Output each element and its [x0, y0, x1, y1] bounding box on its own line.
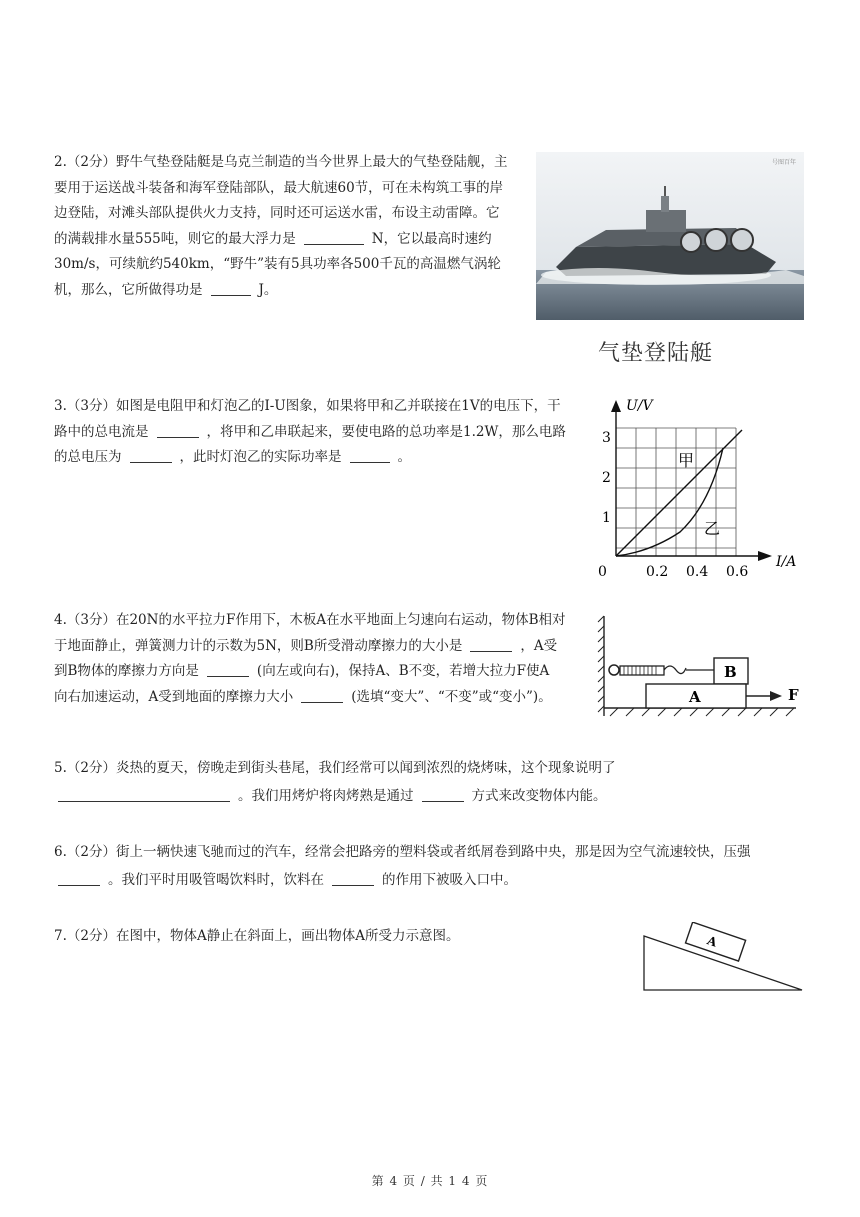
x-tick-0.4: 0.4 [686, 564, 709, 580]
block-a-label: A [705, 933, 719, 950]
y-tick-1: 1 [602, 510, 611, 526]
block-b-label: B [724, 663, 737, 681]
answer-blank [207, 662, 249, 677]
q3-line-1: 3.（3分）如图是电阻甲和灯泡乙的I-U图象，如果将甲和乙并联接在1V的电压下，干 [54, 398, 561, 414]
answer-blank [332, 871, 374, 886]
answer-blank [470, 637, 512, 652]
q5-line-1: 5.（2分）炎热的夏天，傍晚走到街头巷尾，我们经常可以闻到浓烈的烧烤味，这个现象说明了 [54, 760, 616, 776]
spring-block-diagram [596, 612, 806, 722]
question-6 [54, 838, 750, 894]
question-2 [54, 150, 507, 303]
q2-line-5: 30m/s，可续航约540km，“野牛”装有5具功率各500千瓦的高温燃气涡轮 [54, 256, 501, 272]
q4-line-1: 4.（3分）在20N的水平拉力F作用下，木板A在水平地面上匀速向右运动，物体B相对 [54, 612, 566, 628]
answer-blank [58, 787, 230, 802]
answer-blank [130, 448, 172, 463]
label-yi: 乙 [704, 519, 721, 538]
answer-blank [350, 448, 390, 463]
question-5 [54, 754, 615, 810]
q3-line-3: 的总电压为 ，此时灯泡乙的实际功率是 。 [54, 449, 411, 465]
q2-line-6: 机，那么，它所做得功是 J。 [54, 281, 278, 298]
x-tick-0.6: 0.6 [726, 564, 749, 580]
q3-line-2: 路中的总电流是 ，将甲和乙串联起来，要使电路的总功率是1.2W，那么电路 [54, 423, 566, 440]
board-a-label: A [689, 688, 701, 706]
q4-line-3: 到B物体的摩擦力方向是 (向左或向右)，保持A、B不变，若增大拉力F使A [54, 663, 550, 679]
incline-diagram [640, 922, 806, 994]
answer-blank [58, 871, 100, 886]
q6-line-2: 。我们平时用吸管喝饮料时，饮料在 的作用下被吸入口中。 [54, 866, 750, 894]
x-axis-label: I/A [776, 554, 797, 570]
iu-graph [590, 392, 810, 582]
y-axis-label: U/V [626, 398, 653, 414]
label-jia: 甲 [678, 451, 695, 470]
answer-blank [422, 787, 464, 802]
x-tick-0.2: 0.2 [646, 564, 669, 580]
q5-line-2: 。我们用烤炉将肉烤熟是通过 方式来改变物体内能。 [54, 782, 615, 810]
q4-line-2: 于地面静止，弹簧测力计的示数为5N，则B所受滑动摩擦力的大小是 ，A受 [54, 637, 558, 654]
answer-blank [304, 230, 364, 245]
photo-watermark: 号图百年 [772, 159, 797, 166]
y-tick-2: 2 [602, 470, 611, 486]
q2-line-3: 边登陆，对滩头部队提供火力支持，同时还可运送水雷，布设主动雷障。它 [54, 205, 500, 221]
question-3 [54, 394, 566, 471]
q2-line-2: 要用于运送战斗装备和海军登陆部队，最大航速60节，可在未构筑工事的岸 [54, 179, 504, 196]
question-4 [54, 608, 566, 710]
q4-line-4: 向右加速运动，A受到地面的摩擦力大小 (选填“变大”、“不变”或“变小”)。 [54, 688, 552, 705]
answer-blank [211, 281, 251, 296]
q2-line-4: 的满载排水量555吨，则它的最大浮力是 N，它以最高时速约 [54, 230, 492, 247]
page-footer: 第 4 页 / 共 1 4 页 [371, 1174, 489, 1188]
hovercraft-photo [536, 152, 804, 320]
question-7 [54, 924, 459, 950]
q7-line-1: 7.（2分）在图中，物体A静止在斜面上，画出物体A所受力示意图。 [54, 928, 460, 944]
q2-line-1: 2.（2分）野牛气垫登陆艇是乌克兰制造的当今世界上最大的气垫登陆舰，主 [54, 154, 508, 170]
q6-line-1: 6.（2分）街上一辆快速飞驰而过的汽车，经常会把路旁的塑料袋或者纸屑卷到路中央，那是因为空气流速较快，压强 [54, 844, 751, 860]
answer-blank [301, 688, 343, 703]
origin-label: 0 [598, 564, 607, 580]
y-tick-3: 3 [602, 430, 611, 446]
hovercraft-caption: 气垫登陆艇 [598, 341, 714, 366]
force-f-label: F [788, 686, 799, 704]
answer-blank [157, 423, 199, 438]
